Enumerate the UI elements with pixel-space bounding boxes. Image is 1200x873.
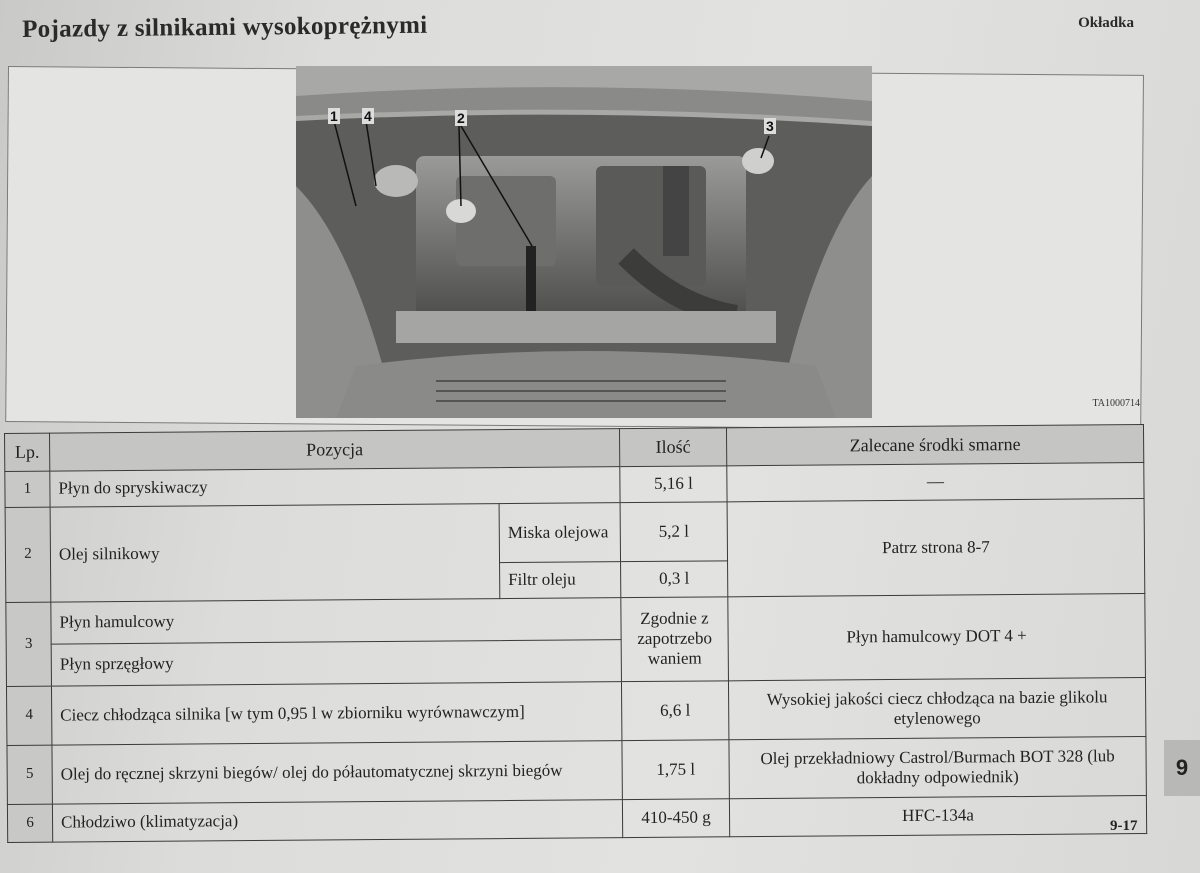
figure-code: TA1000714 bbox=[1092, 398, 1140, 409]
row-ilosc: 5,16 l bbox=[620, 466, 727, 503]
row-pozycja: Płyn sprzęgłowy bbox=[51, 639, 621, 686]
section-label: Okładka bbox=[1078, 15, 1134, 31]
row-ilosc: Zgodnie z zapotrzebo waniem bbox=[621, 596, 729, 681]
row-srodki: Patrz strona 8-7 bbox=[727, 498, 1145, 596]
page-title: Pojazdy z silnikami wysokoprężnymi bbox=[22, 11, 428, 43]
row-number: 5 bbox=[7, 745, 52, 804]
lubricants-table-wrapper bbox=[4, 424, 1147, 843]
row-number: 4 bbox=[6, 686, 51, 745]
callout-3: 3 bbox=[766, 118, 774, 134]
row-srodki: Płyn hamulcowy DOT 4 + bbox=[728, 593, 1146, 681]
chapter-tab: 9 bbox=[1164, 740, 1200, 796]
col-ilosc: Ilość bbox=[619, 428, 726, 467]
row-number: 3 bbox=[6, 602, 52, 687]
row-pozycja: Olej do ręcznej skrzyni biegów/ olej do półautomatycznej skrzyni biegów bbox=[52, 741, 622, 804]
row-ilosc: 410-450 g bbox=[622, 799, 729, 838]
row-pozycja: Płyn do spryskiwaczy bbox=[50, 467, 620, 507]
row-srodki: Olej przekładniowy Castrol/Burmach BOT 328 (lub dokładny odpowiednik) bbox=[729, 736, 1146, 798]
callout-4: 4 bbox=[364, 108, 372, 124]
table-row bbox=[5, 498, 1144, 566]
row-srodki: HFC-134a bbox=[729, 795, 1146, 836]
row-ilosc: 1,75 l bbox=[622, 740, 729, 800]
engine-photo bbox=[296, 66, 872, 418]
row-number: 1 bbox=[5, 471, 50, 507]
row-pozycja: Chłodziwo (klimatyzacja) bbox=[52, 800, 622, 843]
row-pozycja: Olej silnikowy bbox=[50, 503, 500, 601]
callout-2: 2 bbox=[457, 110, 465, 126]
row-srodki: — bbox=[727, 462, 1144, 501]
row-ilosc: 6,6 l bbox=[621, 681, 728, 741]
col-pozycja: Pozycja bbox=[50, 429, 620, 471]
callout-1: 1 bbox=[330, 108, 338, 124]
row-pozycja: Ciecz chłodząca silnika [w tym 0,95 l w zbiorniku wyrównawczym] bbox=[51, 682, 621, 745]
row-subitem: Miska olejowa bbox=[499, 502, 620, 562]
lubricants-table bbox=[4, 424, 1147, 843]
row-ilosc: 5,2 l bbox=[620, 502, 727, 562]
row-number: 6 bbox=[7, 804, 52, 842]
engine-bay-illustration bbox=[296, 66, 872, 418]
row-srodki: Wysokiej jakości ciecz chłodząca na bazie glikolu etylenowego bbox=[728, 677, 1145, 739]
row-number: 2 bbox=[5, 507, 51, 602]
page-number: 9-17 bbox=[1110, 818, 1138, 834]
table-row bbox=[6, 677, 1145, 745]
row-pozycja: Płyn hamulcowy bbox=[51, 597, 621, 644]
table-row bbox=[7, 736, 1146, 804]
col-lp: Lp. bbox=[5, 433, 50, 471]
row-subitem: Filtr oleju bbox=[500, 561, 621, 598]
col-srodki: Zalecane środki smarne bbox=[726, 425, 1143, 466]
row-ilosc: 0,3 l bbox=[621, 561, 728, 598]
table-row bbox=[6, 593, 1145, 644]
